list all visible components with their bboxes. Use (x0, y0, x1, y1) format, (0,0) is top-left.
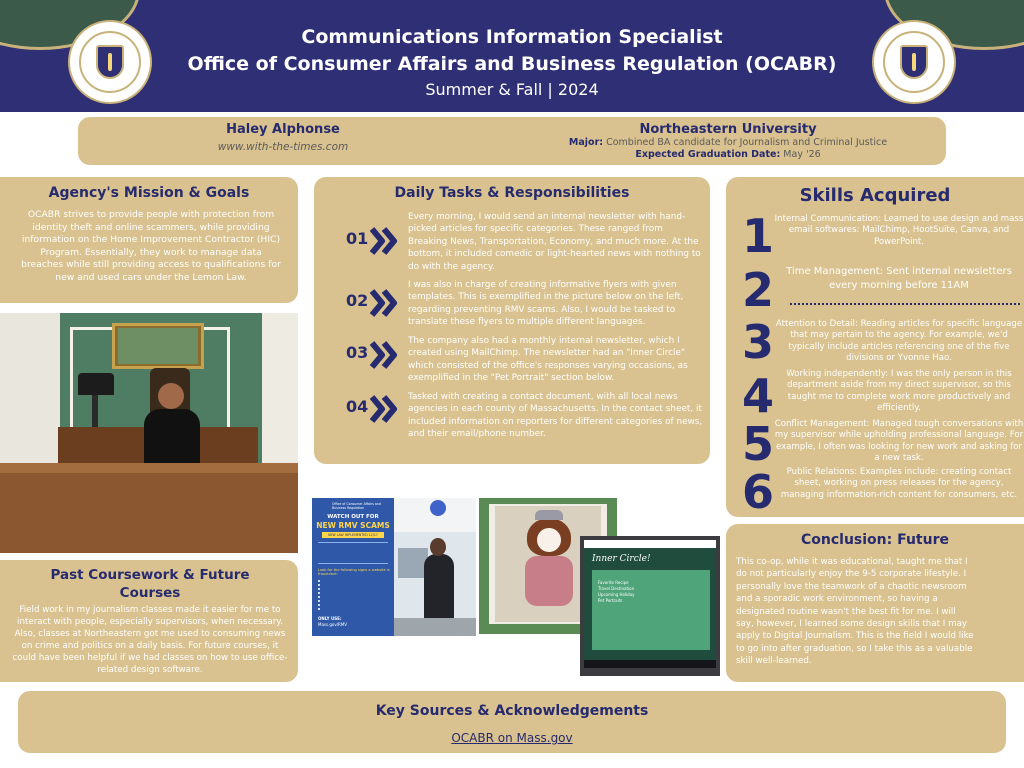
skill-number: 1 (742, 209, 775, 263)
flyer-watch-out: WATCH OUT FOR (327, 514, 379, 520)
skill-text: Working independently: I was the only person in this department aside from my direct supervisor, so this taught me to complete work more productively and efficiently. (786, 369, 1012, 414)
skill-number: 2 (742, 263, 775, 317)
chevron-right-icon (366, 285, 402, 321)
task-number: 03 (346, 343, 369, 362)
rmv-office-photo (394, 498, 476, 636)
graduation-value: May '26 (783, 149, 821, 160)
graduation-label: Expected Graduation Date: (635, 149, 781, 160)
task-number: 01 (346, 229, 369, 248)
flyer-look-for: Look for the following signs a website is fraudulent: (318, 568, 390, 577)
flyer-only-use: ONLY USE: (318, 616, 342, 621)
graduation-line (538, 149, 918, 161)
header-title-line2: Office of Consumer Affairs and Business Regulation (OCABR) (187, 53, 837, 75)
skill-number: 4 (742, 369, 775, 423)
skill-number: 5 (742, 417, 775, 471)
tasks-title: Daily Tasks & Responsibilities (394, 185, 630, 201)
task-text: Every morning, I would send an internal newsletter with hand-picked articles for specific categories. These ranged from Breaking News, Transportation, Economy, and much more. At the bottom, it included comedic or light-hearted news with nothing to do with the agency. (408, 212, 701, 272)
sources-title: Key Sources & Acknowledgements (375, 703, 649, 719)
ocabr-link[interactable]: OCABR on Mass.gov (451, 731, 573, 745)
skill-text: Attention to Detail: Reading articles for specific language that may pertain to the agency. For example, we'd typically include articles referencing one of the five divisions or Yvonne Hao. (775, 319, 1023, 364)
skills-panel (726, 177, 1024, 517)
poster-header (0, 0, 1024, 112)
skill-number: 6 (742, 465, 775, 519)
flyer-agency: Office of Consumer Affairs and Business Regulation (332, 502, 381, 510)
chevron-right-icon (366, 337, 402, 373)
coursework-panel (0, 560, 298, 682)
tasks-panel (314, 177, 710, 464)
flyer-headline: NEW RMV SCAMS (316, 521, 390, 530)
student-name: Haley Alphonse (226, 122, 340, 137)
newsletter-screen-photo (580, 536, 720, 676)
newsletter-item: Favorite Recipe (598, 580, 629, 585)
task-number: 02 (346, 291, 369, 310)
rmv-scam-flyer-image (312, 498, 394, 636)
task-number: 04 (346, 397, 369, 416)
flyer-banner: NEW LAW IMPLEMENTED 12/17 (322, 532, 384, 538)
task-text: I was also in charge of creating informative flyers with given templates. This is exemplified in the picture below on the left, regarding preventing RMV scams. Also, I would be tasked to translate these flyers to multiple different languages. (408, 280, 684, 328)
major-label: Major: (568, 137, 604, 148)
skill-text: Internal Communication: Learned to use design and mass email softwares: MailChimp, HootSuite, Canva, and PowerPoint. (774, 214, 1024, 247)
student-website[interactable]: www.with-the-times.com (217, 141, 349, 153)
chevron-right-icon (366, 391, 402, 427)
mission-panel (0, 177, 298, 303)
conclusion-title: Conclusion: Future (800, 532, 949, 548)
office-photo (0, 313, 298, 553)
chevron-right-icon (366, 223, 402, 259)
task-text: The company also had a monthly internal newsletter, which I created using MailChimp. The newsletter had an "Inner Circle" which consisted of the office's responses varying occasions, as exemplified in the "Pet Portrait" section below. (408, 336, 688, 384)
skill-number: 3 (742, 315, 775, 369)
major-value: Combined BA candidate for Journalism and Criminal Justice (606, 137, 888, 148)
mission-body: OCABR strives to provide people with protection from identity theft and online scammers, while providing information on the Home Improvement Contractor (HIC) Program. Essentially, they work to manage data breaches while still providing access to qualifications for new and used cars under the Lemon Law. (21, 209, 281, 283)
conclusion-body: This co-op, while it was educational, taught me that I do not particularly enjoy the 9-5 corporate lifestyle. I personally love the teamwork of a chaotic newsroom and a sporadic work environment, so having a designated routine wasn't the best fit for me. I will say, however, I learned some design skills that I may apply to Digital Journalism. This is the field I would like to go into after graduation, so I take this as a valuable skill well-learned. (736, 557, 974, 667)
skill-text: Time Management: Sent internal newsletters every morning before 11AM (786, 266, 1012, 291)
skill-text: Conflict Management: Managed tough conversations with my supervisor while upholding professional language. For example, I often was looking for new work and asking for a new task. (774, 419, 1024, 464)
divider (790, 303, 1020, 305)
newsletter-item: Pet Portraits (598, 598, 623, 603)
newsletter-item: Upcoming Holiday (598, 592, 635, 597)
major-line (538, 137, 918, 149)
skill-text: Public Relations: Examples include: creating contact sheet, working on press releases for the agency, managing information-rich content for consumers, etc. (780, 467, 1018, 500)
skills-title: Skills Acquired (799, 185, 951, 206)
header-title-line1: Communications Information Specialist (301, 26, 723, 48)
conclusion-panel (726, 524, 1024, 682)
newsletter-item: Travel Destination (598, 586, 635, 591)
header-subtitle: Summer & Fall | 2024 (425, 80, 599, 99)
flyer-url: Mass.gov/RMV (318, 622, 348, 627)
coursework-body: Field work in my journalism classes made it easier for me to interact with people, especially supervisors, when necessary. Also, classes at Northeastern got me used to consuming news on crime and politics on a daily basis. For future courses, it could have been helpful if we had classes on how to use office-related design software. (12, 605, 288, 675)
school-name: Northeastern University (639, 122, 817, 137)
task-text: Tasked with creating a contact document, with all local news agencies in each county of Massachusetts. In the contact sheet, it included information on reporters for different categories of news, and their email/phone number. (408, 392, 703, 440)
info-bar (78, 117, 946, 165)
sources-panel (18, 691, 1006, 753)
newsletter-heading: Inner Circle! (592, 554, 651, 564)
mission-title: Agency's Mission & Goals (48, 185, 250, 201)
coursework-title: Past Coursework & Future Courses (50, 567, 250, 601)
